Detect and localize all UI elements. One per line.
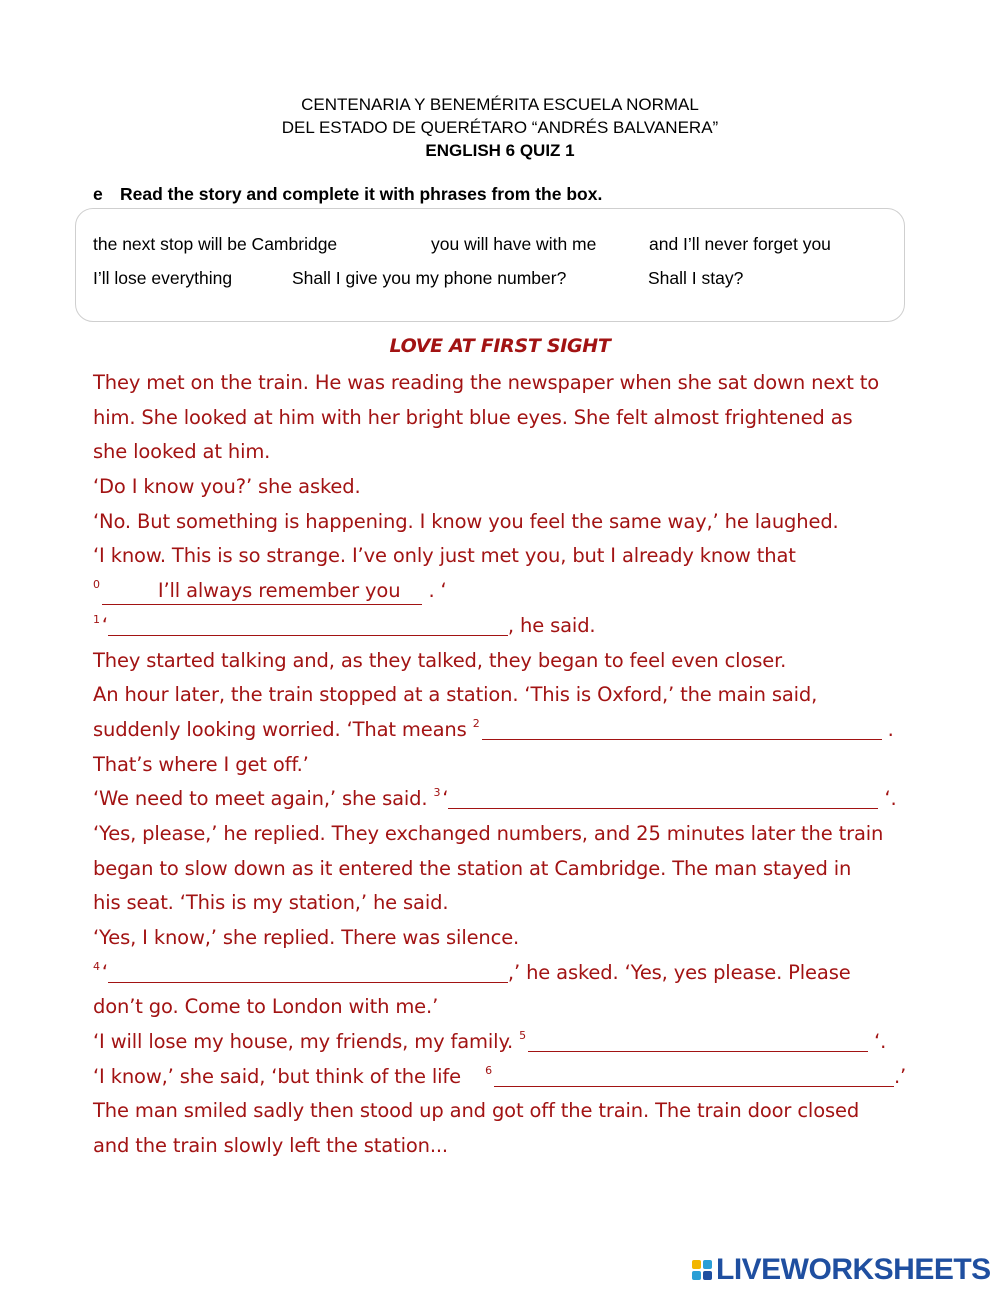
story-line <box>93 1060 923 1095</box>
story-text-fragment: ‘. <box>868 1030 887 1054</box>
story-line: An hour later, the train stopped at a station. ‘This is Oxford,’ the main said, <box>93 683 818 707</box>
school-name-line2: DEL ESTADO DE QUERÉTARO “ANDRÉS BALVANERA” <box>281 118 719 137</box>
exercise-letter: e <box>93 184 103 204</box>
story-text-fragment: ‘ <box>442 787 449 811</box>
answer-blank-2[interactable] <box>482 715 882 740</box>
gap-number-5: 5 <box>519 1029 527 1043</box>
story-line: That’s where I get off.’ <box>93 752 309 776</box>
story-title: LOVE AT FIRST SIGHT <box>389 335 611 357</box>
gap-number-3: 3 <box>433 786 441 800</box>
story-text-fragment: ‘I will lose my house, my friends, my family. <box>93 1030 520 1054</box>
gap-number-0: 0 <box>93 578 100 592</box>
story-text-fragment: .’ <box>894 1064 907 1088</box>
story-text-fragment: ‘We need to meet again,’ she said. <box>93 787 434 811</box>
story-text-fragment: ‘I know,’ she said, ‘but think of the life <box>93 1064 486 1088</box>
story-line: ‘Yes, I know,’ she replied. There was silence. <box>93 926 520 949</box>
story-text-fragment: ‘ <box>101 960 108 984</box>
phrase-4: I’ll lose everything <box>93 268 233 288</box>
phrase-1: the next stop will be Cambridge <box>93 234 338 254</box>
story-line <box>93 1025 923 1060</box>
story-text <box>93 366 923 1164</box>
exercise-instruction <box>93 184 602 205</box>
story-line <box>93 956 923 991</box>
story-line: They started talking and, as they talked, they began to feel even closer. <box>93 648 787 672</box>
story-line: she looked at him. <box>93 440 271 464</box>
story-line: don’t go. Come to London with me.’ <box>93 995 439 1019</box>
story-line: ‘I know. This is so strange. I’ve only just met you, but I already know that <box>93 544 796 568</box>
story-line: his seat. ‘This is my station,’ he said. <box>93 891 449 915</box>
story-line <box>93 782 923 817</box>
story-text-fragment: ‘. <box>878 787 897 811</box>
story-text-fragment: ‘ <box>101 613 108 637</box>
answer-blank-1[interactable] <box>108 611 508 636</box>
answer-blank-5[interactable] <box>528 1027 868 1052</box>
gap-number-4: 4 <box>93 959 100 973</box>
liveworksheets-logo[interactable] <box>692 1253 991 1287</box>
phrase-5: Shall I give you my phone number? <box>292 268 567 288</box>
school-name-line1: CENTENARIA Y BENEMÉRITA ESCUELA NORMAL <box>301 95 699 114</box>
answer-blank-3[interactable] <box>448 784 878 809</box>
quiz-title: ENGLISH 6 QUIZ 1 <box>425 141 575 160</box>
brand-name: LIVEWORKSHEETS <box>716 1253 991 1286</box>
story-text-fragment: ,’ he asked. ‘Yes, yes please. Please <box>507 960 851 984</box>
story-line: and the train slowly left the station... <box>93 1134 448 1158</box>
phrase-2: you will have with me <box>431 234 597 254</box>
phrase-3: and I’ll never forget you <box>649 234 831 254</box>
story-line <box>93 609 923 644</box>
story-text-fragment: . ‘ <box>422 579 447 603</box>
story-line: The man smiled sadly then stood up and got off the train. The train door closed <box>93 1099 860 1123</box>
story-text-fragment: , he said. <box>507 613 596 637</box>
story-line: ‘Do I know you?’ she asked. <box>93 475 361 499</box>
story-line: They met on the train. He was reading the newspaper when she sat down next to <box>93 371 880 394</box>
answer-blank-4[interactable] <box>108 958 508 983</box>
answer-blank-6[interactable] <box>494 1062 894 1087</box>
example-answer: I’ll always remember you <box>102 578 423 605</box>
gap-number-6: 6 <box>485 1063 492 1077</box>
instruction-text: Read the story and complete it with phrases from the box. <box>120 184 603 204</box>
story-line <box>93 713 923 748</box>
story-line: began to slow down as it entered the station at Cambridge. The man stayed in <box>93 856 852 880</box>
story-text-fragment: suddenly looking worried. ‘That means <box>93 717 473 741</box>
story-line: him. She looked at him with her bright blue eyes. She felt almost frightened as <box>93 405 853 429</box>
phrase-6: Shall I stay? <box>648 268 744 288</box>
gap-number-2: 2 <box>472 716 480 730</box>
gap-number-1: 1 <box>93 612 100 626</box>
liveworksheets-logo-icon <box>692 1260 712 1280</box>
story-line <box>93 574 923 609</box>
story-line: ‘Yes, please,’ he replied. They exchanged numbers, and 25 minutes later the train <box>93 821 884 845</box>
story-line: ‘No. But something is happening. I know you feel the same way,’ he laughed. <box>93 509 839 533</box>
story-text-fragment: . <box>881 717 894 741</box>
phrase-box <box>75 208 905 322</box>
